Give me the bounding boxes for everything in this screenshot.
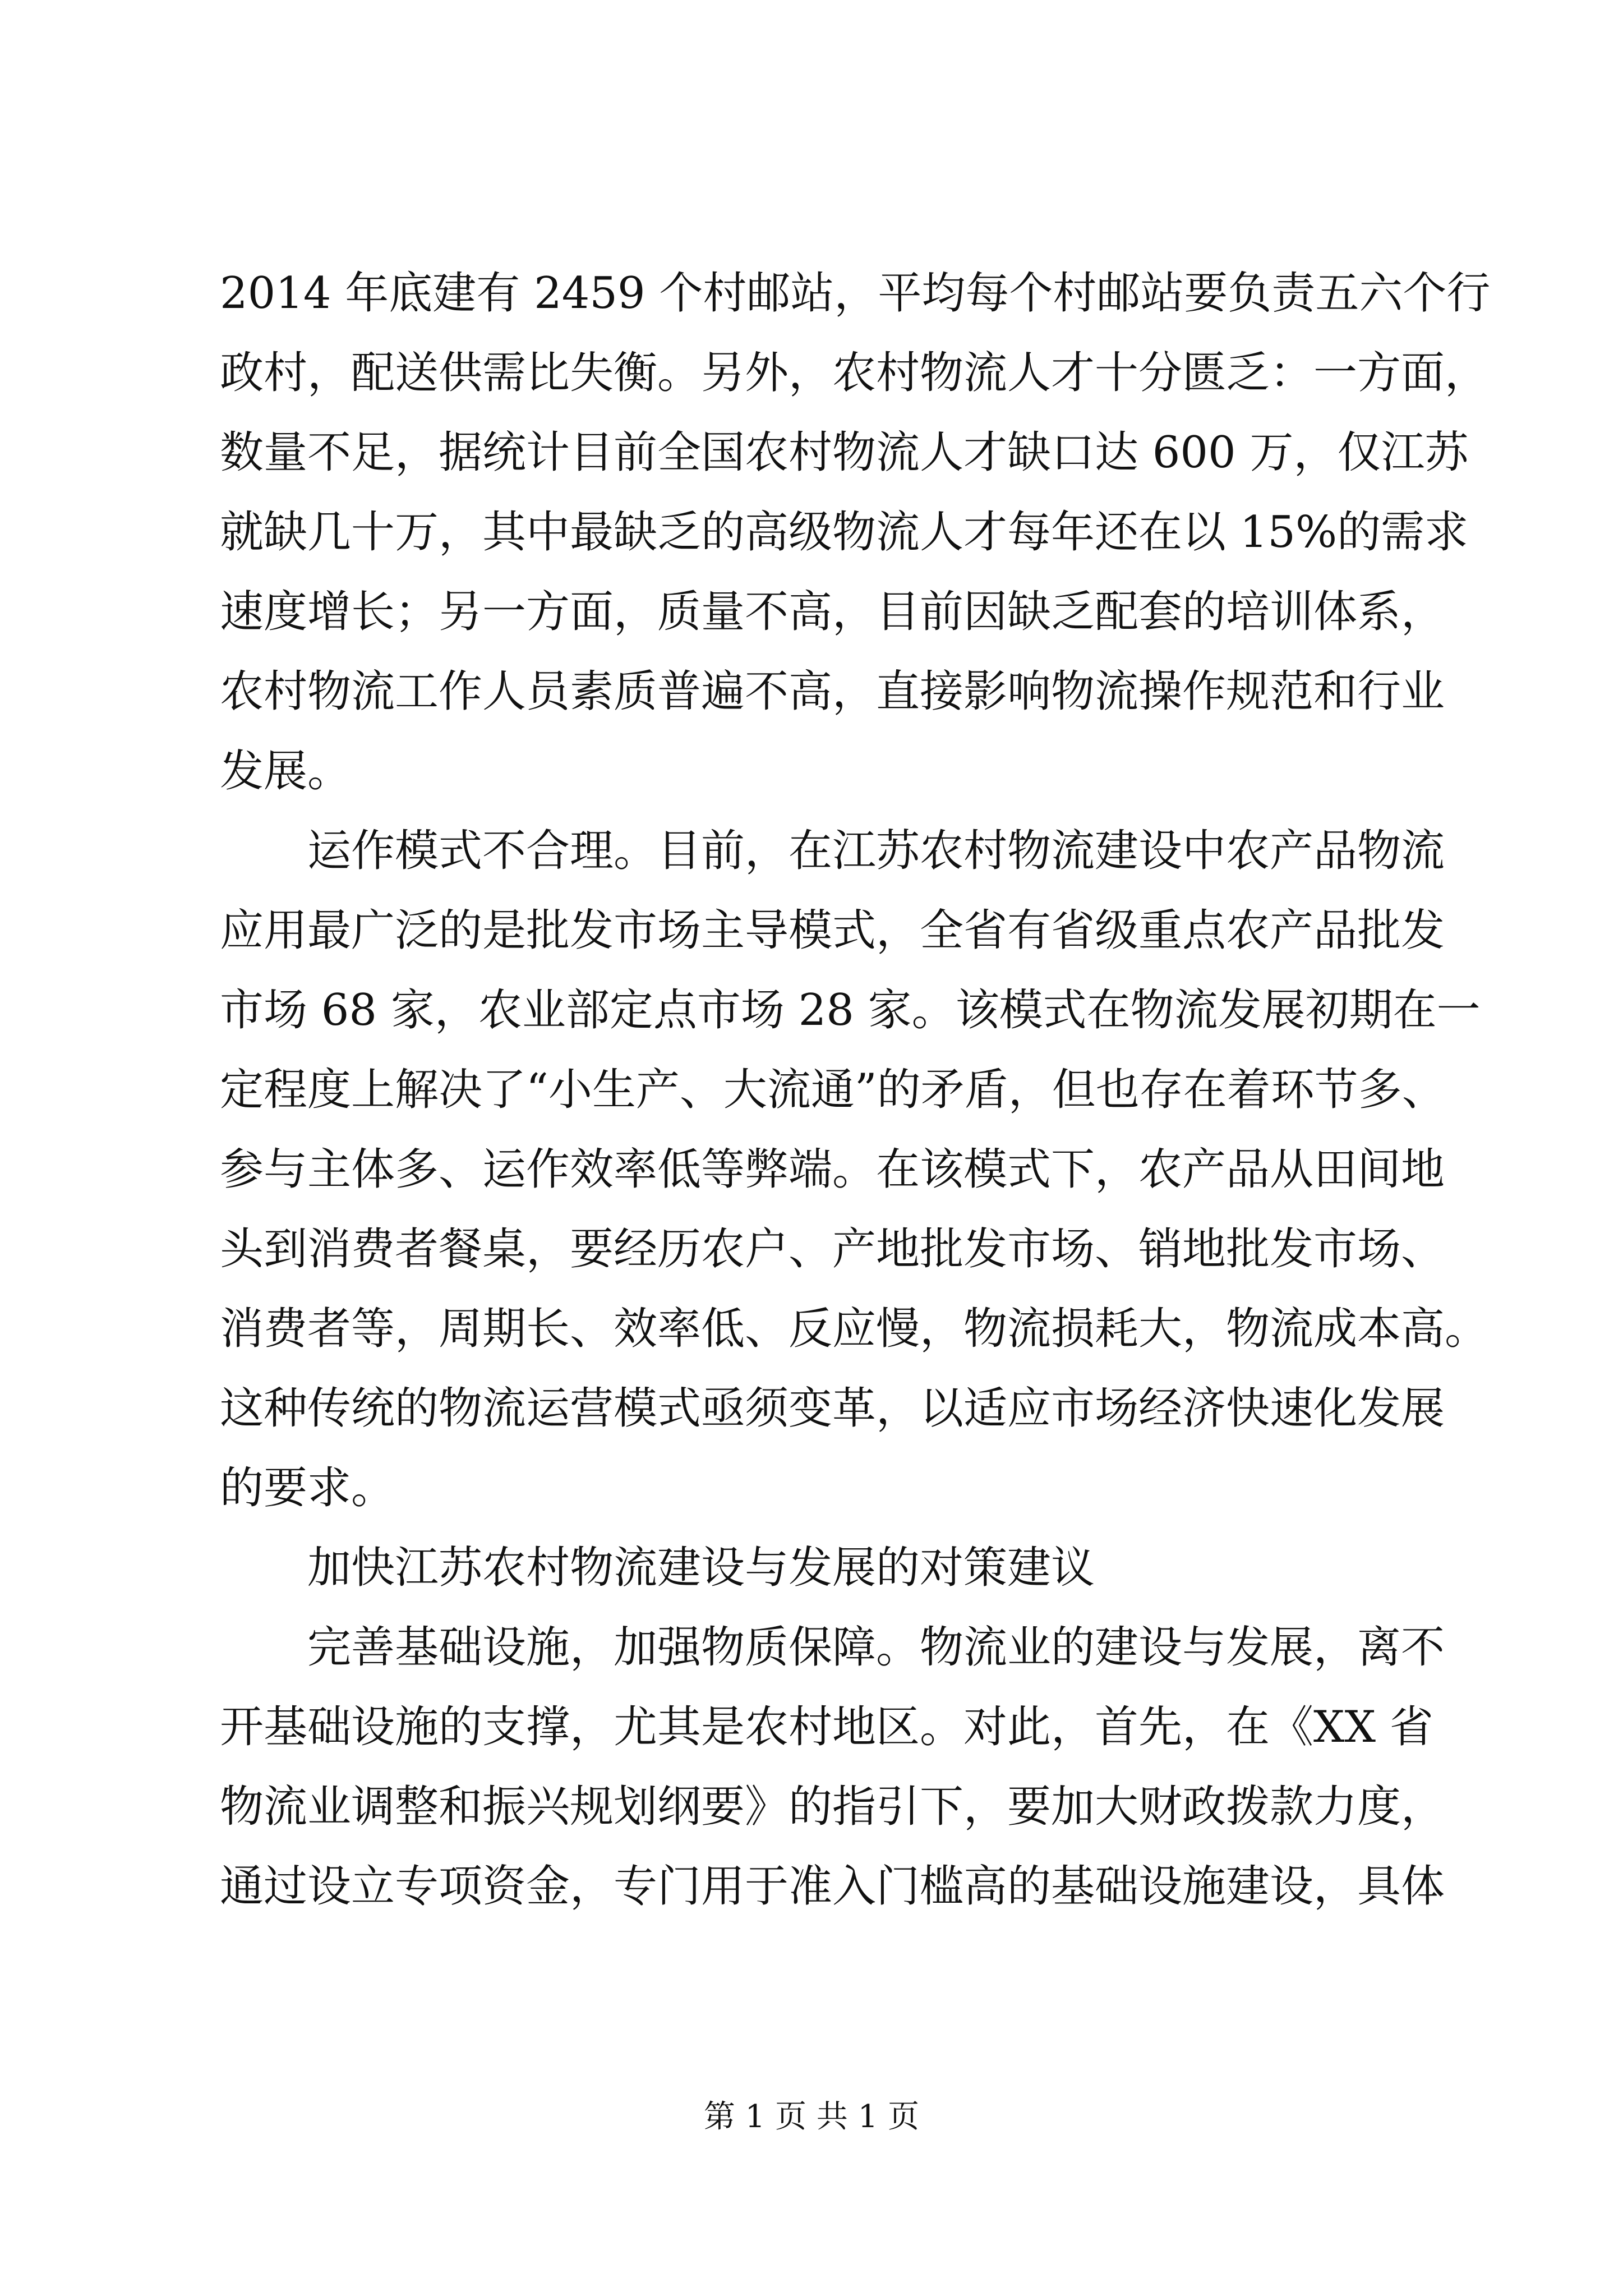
document-body — [220, 254, 1491, 1926]
text-line: 农村物流工作人员素质普遍不高，直接影响物流操作规范和行业 — [220, 666, 1445, 717]
text-line: 数量不足，据统计目前全国农村物流人才缺口达 600 万，仅江苏 — [220, 427, 1469, 478]
text-line: 的要求。 — [220, 1463, 395, 1513]
text-line: 政村，配送供需比失衡。另外，农村物流人才十分匮乏：一方面， — [220, 348, 1489, 398]
text-line: 速度增长；另一方面，质量不高，目前因缺乏配套的培训体系， — [220, 587, 1445, 637]
text-line: 发展。 — [220, 746, 352, 797]
text-line: 这种传统的物流运营模式亟须变革，以适应市场经济快速化发展 — [220, 1383, 1445, 1434]
paragraph-start-line: 完善基础设施，加强物质保障。物流业的建设与发展，离不 — [307, 1622, 1445, 1673]
text-line: 通过设立专项资金，专门用于准入门槛高的基础设施建设，具体 — [220, 1861, 1445, 1912]
page-number-label: 第 1 页 共 1 页 — [703, 2099, 920, 2135]
text-line: 市场 68 家，农业部定点市场 28 家。该模式在物流发展初期在一 — [220, 985, 1481, 1036]
text-line: 2014 年底建有 2459 个村邮站，平均每个村邮站要负责五六个行 — [220, 268, 1491, 319]
text-line: 头到消费者餐桌，要经历农户、产地批发市场、销地批发市场、 — [220, 1224, 1445, 1274]
text-line: 消费者等，周期长、效率低、反应慢，物流损耗大，物流成本高。 — [220, 1304, 1489, 1354]
page-footer — [0, 2095, 1623, 2139]
paragraph-start-line: 运作模式不合理。目前，在江苏农村物流建设中农产品物流 — [307, 826, 1445, 876]
section-heading: 加快江苏农村物流建设与发展的对策建议 — [307, 1543, 1095, 1593]
text-line: 开基础设施的支撑，尤其是农村地区。对此，首先，在《XX 省 — [220, 1702, 1433, 1752]
text-line: 应用最广泛的是批发市场主导模式，全省有省级重点农产品批发 — [220, 905, 1445, 956]
text-line: 物流业调整和振兴规划纲要》的指引下，要加大财政拨款力度， — [220, 1782, 1445, 1832]
text-line: 就缺几十万，其中最缺乏的高级物流人才每年还在以 15%的需求 — [220, 507, 1469, 558]
text-line: 参与主体多、运作效率低等弊端。在该模式下，农产品从田间地 — [220, 1144, 1445, 1195]
text-line: 定程度上解决了“小生产、大流通”的矛盾，但也存在着环节多、 — [220, 1065, 1446, 1115]
